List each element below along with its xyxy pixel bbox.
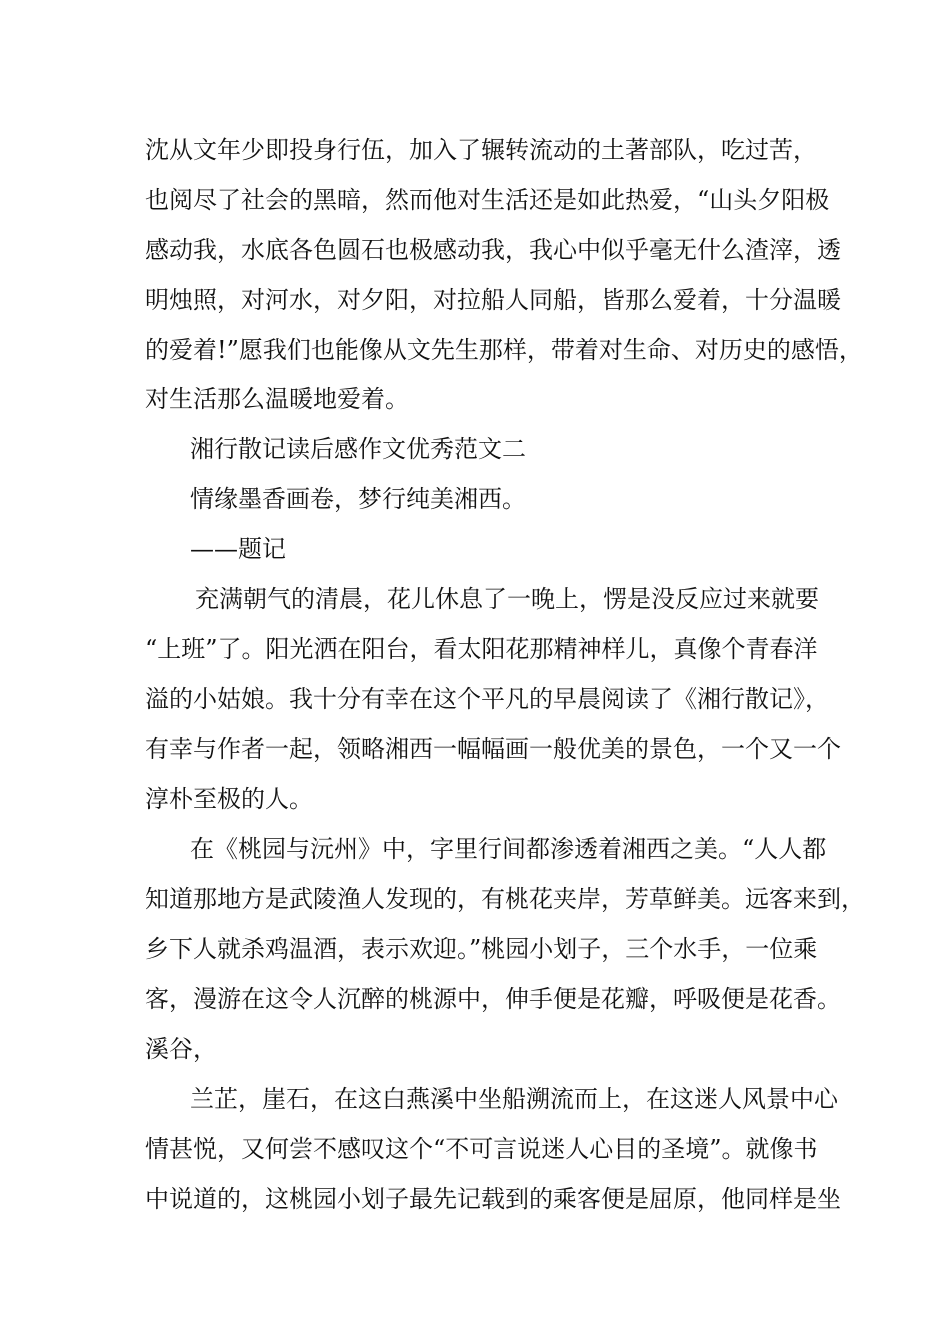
section-heading: 湘行散记读后感作文优秀范文二 xyxy=(190,435,526,463)
paragraph-line: 知道那地方是武陵渔人发现的，有桃花夹岸，芳草鲜美。远客来到， xyxy=(145,885,865,913)
paragraph-line: “上班”了。阳光洒在阳台，看太阳花那精神样儿，真像个青春洋 xyxy=(145,635,818,663)
paragraph-line: 淳朴至极的人。 xyxy=(145,785,313,813)
paragraph-line: 沈从文年少即投身行伍，加入了辗转流动的土著部队，吃过苦， xyxy=(145,136,817,164)
epigraph-line: 情缘墨香画卷，梦行纯美湘西。 xyxy=(190,485,526,513)
paragraph-line: 中说道的，这桃园小划子最先记载到的乘客便是屈原，他同样是坐 xyxy=(145,1185,841,1213)
epigraph-attribution: ——题记 xyxy=(190,535,286,563)
paragraph-line: 兰芷，崖石，在这白燕溪中坐船溯流而上，在这迷人风景中心 xyxy=(190,1085,838,1113)
paragraph-line: 有幸与作者一起，领略湘西一幅幅画一般优美的景色，一个又一个 xyxy=(145,735,841,763)
paragraph-line: 溪谷， xyxy=(145,1035,217,1063)
paragraph-line: 充满朝气的清晨，花儿休息了一晚上，愣是没反应过来就要 xyxy=(195,585,819,613)
paragraph-line: 情甚悦，又何尝不感叹这个“不可言说迷人心目的圣境”。就像书 xyxy=(145,1135,818,1163)
paragraph-line: 溢的小姑娘。我十分有幸在这个平凡的早晨阅读了《湘行散记》， xyxy=(145,685,829,713)
paragraph-line: 明烛照，对河水，对夕阳，对拉船人同船，皆那么爱着，十分温暖 xyxy=(145,286,841,314)
paragraph-line: 也阅尽了社会的黑暗，然而他对生活还是如此热爱，“山头夕阳极 xyxy=(145,186,830,214)
paragraph-line: 在《桃园与沅州》中，字里行间都渗透着湘西之美。“人人都 xyxy=(190,835,827,863)
paragraph-line: 乡下人就杀鸡温酒，表示欢迎。”桃园小划子，三个水手，一位乘 xyxy=(145,935,818,963)
paragraph-line: 客，漫游在这令人沉醉的桃源中，伸手便是花瓣，呼吸便是花香。 xyxy=(145,985,841,1013)
paragraph-line: 对生活那么温暖地爱着。 xyxy=(145,385,409,413)
paragraph-line: 的爱着!”愿我们也能像从文先生那样，带着对生命、对历史的感悟， xyxy=(145,336,863,364)
paragraph-line: 感动我，水底各色圆石也极感动我，我心中似乎毫无什么渣滓，透 xyxy=(145,236,841,264)
